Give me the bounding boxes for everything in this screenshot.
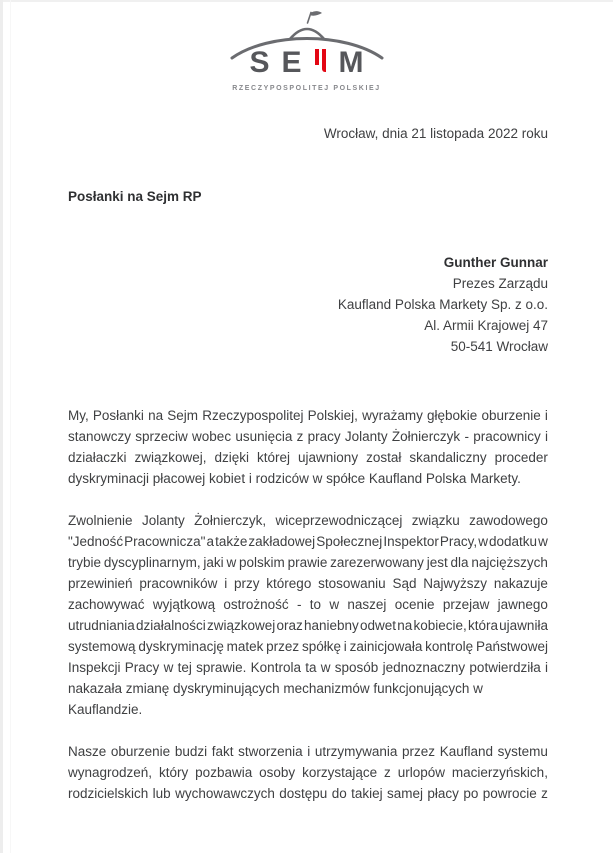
recipient-street: Al. Armii Krajowej 47 <box>424 318 548 333</box>
body-line: działaczki związkowej, dzięki której ujawniony został skandaliczny proceder <box>68 450 548 465</box>
body-line: utrudniania działalności związkowej oraz haniebny odwet na kobiecie, która ujawniła <box>68 618 548 633</box>
page-edge-left <box>0 0 3 853</box>
page-edge-left-line <box>10 0 11 853</box>
recipient-company: Kaufland Polska Markety Sp. z o.o. <box>337 297 548 312</box>
recipient-block <box>338 252 548 357</box>
body-line: wynagrodzeń, który pozbawia osoby korzystające z urlopów macierzyńskich, <box>68 765 548 780</box>
body-line: dyskryminacji płacowej kobiet i rodziców w spółce Kaufland Polska Markety. <box>68 471 521 486</box>
paragraph-1 <box>68 405 548 489</box>
body-line: Inspekcji Pracy w tej sprawie. Kontrola ta w sposób jednoznaczny potwierdziła i <box>68 660 548 675</box>
sejm-wordmark <box>249 48 363 78</box>
recipient-city: 50-541 Wrocław <box>450 339 548 354</box>
paragraph-2 <box>68 510 548 720</box>
body-line: My, Posłanki na Sejm Rzeczypospolitej Polskiej, wyrażamy głębokie oburzenie i <box>68 408 548 423</box>
dateline: Wrocław, dnia 21 listopada 2022 roku <box>323 126 548 141</box>
recipient-name: Gunther Gunnar <box>443 255 548 270</box>
sejm-logo-subtitle: RZECZYPOSPOLITEJ POLSKIEJ <box>232 85 381 92</box>
body-line: Zwolnienie Jolanty Żołnierczyk, wiceprzewodniczącej związku zawodowego <box>68 513 548 528</box>
sejm-letter-e: E <box>281 46 302 79</box>
body-line: "Jedność Pracownicza" a także zakładowej Społecznej Inspektor Pracy, w dodatku w <box>68 534 548 549</box>
sejm-letter-m: M <box>338 46 364 79</box>
sender-heading: Posłanki na Sejm RP <box>68 189 202 204</box>
body-line: nakazała zmianę dyskryminujących mechanizmów funkcjonujących w Kauflandzie. <box>68 681 483 717</box>
body-line: zachowywać wyjątkową ostrożność - to w naszej ocenie przejaw jawnego <box>68 597 548 612</box>
body-line: rodzicielskich lub wychowawczych dostępu do takiej samej płacy po powrocie z <box>68 786 548 801</box>
sejm-logo <box>227 10 387 92</box>
body-line: systemową dyskryminację matek przez spółkę i zainicjowała kontrolę Państwowej <box>68 639 548 654</box>
body-line: stanowczy sprzeciw wobec usunięcia z pracy Jolanty Żołnierczyk - pracownicy i <box>68 429 548 444</box>
body-line: Nasze oburzenie budzi fakt stworzenia i utrzymywania przez Kaufland systemu <box>68 744 548 759</box>
body-line: przewinień pracowników i przy którego stosowaniu Sąd Najwyższy nakazuje <box>68 576 548 591</box>
letter-body <box>68 405 548 804</box>
paragraph-3 <box>68 741 548 804</box>
sejm-letter-s: S <box>249 46 270 79</box>
body-line: trybie dyscyplinarnym, jaki w polskim prawie zarezerwowany jest dla najcięższych <box>68 555 548 570</box>
recipient-title: Prezes Zarządu <box>452 276 548 291</box>
page-edge-top <box>0 0 613 2</box>
sejm-letter-j <box>314 49 327 72</box>
